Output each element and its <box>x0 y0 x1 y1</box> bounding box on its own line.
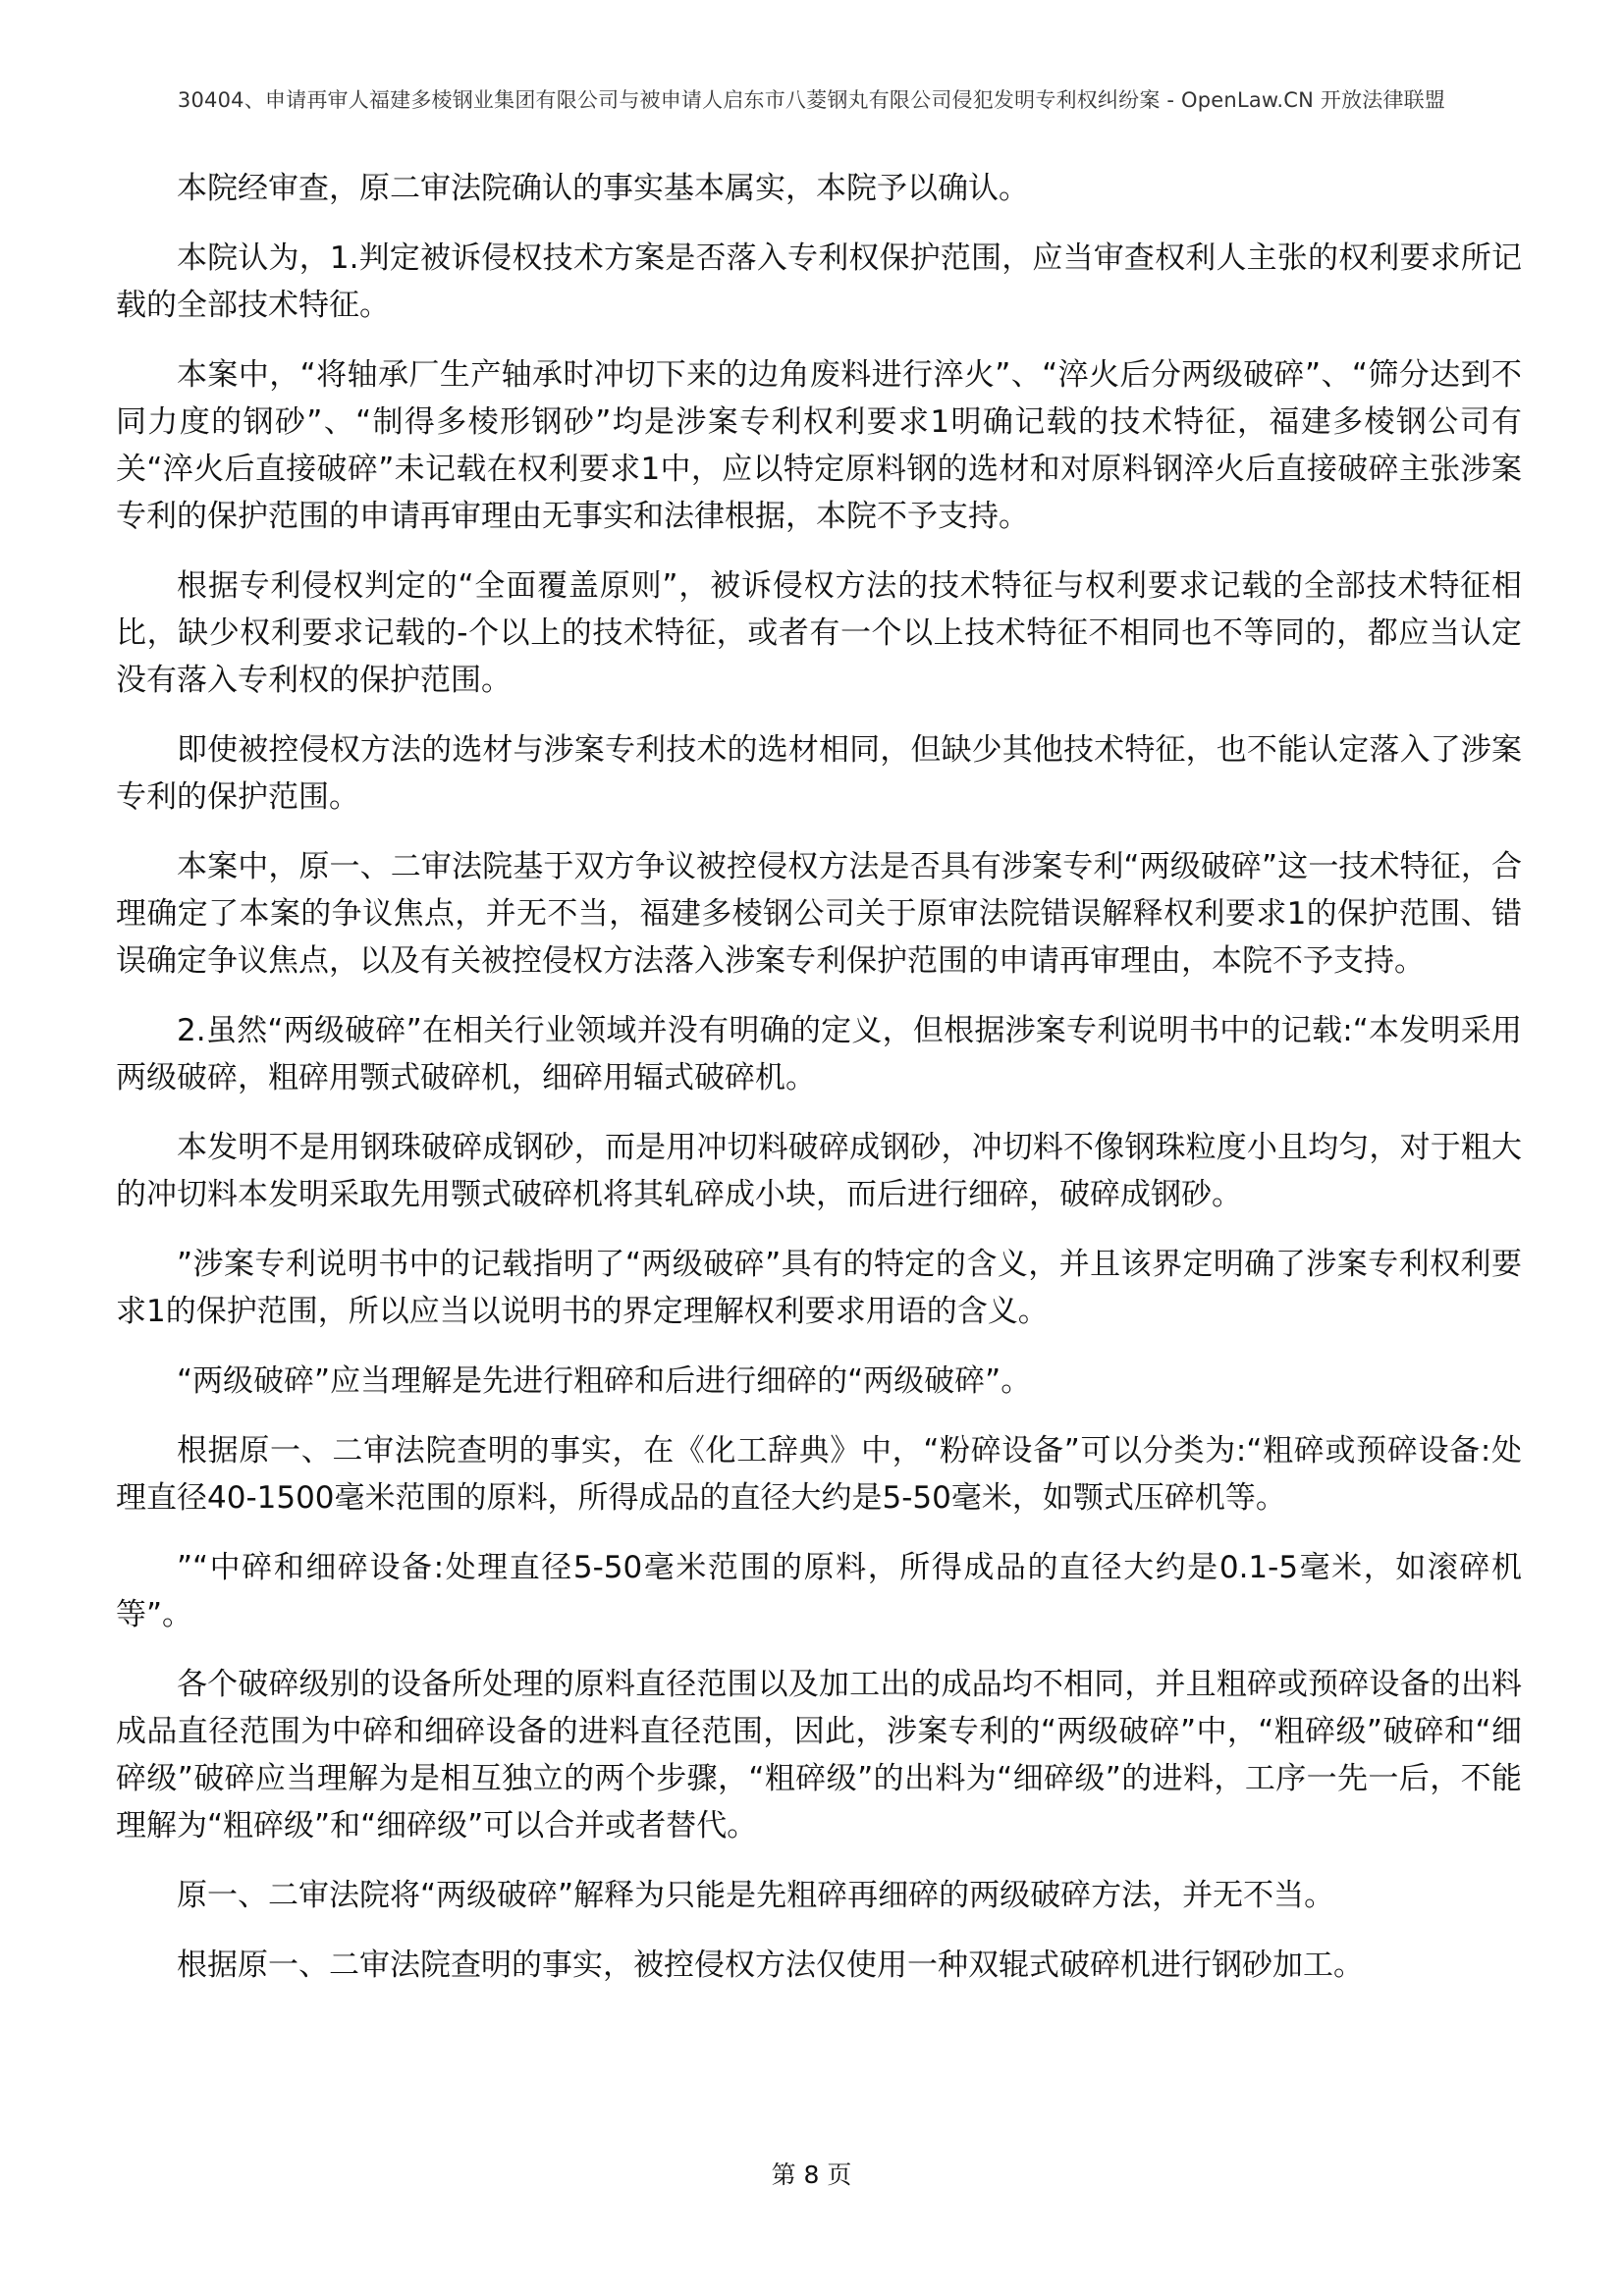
paragraph: “两级破碎”应当理解是先进行粗碎和后进行细碎的“两级破碎”。 <box>177 1363 1032 1399</box>
paragraph: 根据专利侵权判定的“全面覆盖原则”，被诉侵权方法的技术特征与权利要求记载的全部技术特征相比，缺少权利要求记载的-个以上的技术特征，或者有一个以上技术特征不相同也不等同的，都应当认定没有落入专利权的保护范围。 <box>116 568 1522 698</box>
paragraph: 本案中，“将轴承厂生产轴承时冲切下来的边角废料进行淬火”、“淬火后分两级破碎”、“筛分达到不同力度的钢砂”、“制得多棱形钢砂”均是涉案专利权利要求1明确记载的技术特征，福建多棱钢公司有关“淬火后直接破碎”未记载在权利要求1中，应以特定原料钢的选材和对原料钢淬火后直接破碎主张涉案专利的保护范围的申请再审理由无事实和法律根据，本院不予支持。 <box>116 357 1522 534</box>
paragraph: 2.虽然“两级破碎”在相关行业领域并没有明确的定义，但根据涉案专利说明书中的记载:“本发明采用两级破碎，粗碎用颚式破碎机，细碎用辐式破碎机。 <box>116 1013 1522 1095</box>
paragraph: ”“中碎和细碎设备:处理直径5-50毫米范围的原料，所得成品的直径大约是0.1-5毫米，如滚碎机等”。 <box>116 1550 1522 1632</box>
page-number: 第 8 页 <box>771 2161 852 2189</box>
paragraph: ”涉案专利说明书中的记载指明了“两级破碎”具有的特定的含义，并且该界定明确了涉案专利权利要求1的保护范围，所以应当以说明书的界定理解权利要求用语的含义。 <box>116 1247 1522 1329</box>
paragraph: 即使被控侵权方法的选材与涉案专利技术的选材相同，但缺少其他技术特征，也不能认定落入了涉案专利的保护范围。 <box>116 732 1522 815</box>
paragraph: 本院认为，1.判定被诉侵权技术方案是否落入专利权保护范围，应当审查权利人主张的权利要求所记载的全部技术特征。 <box>116 240 1522 323</box>
paragraph: 本院经审查，原二审法院确认的事实基本属实，本院予以确认。 <box>177 171 1029 206</box>
paragraph: 根据原一、二审法院查明的事实，在《化工辞典》中，“粉碎设备”可以分类为:“粗碎或预碎设备:处理直径40-1500毫米范围的原料，所得成品的直径大约是5-50毫米，如颚式压碎机等。 <box>116 1433 1522 1516</box>
page-header: 30404、申请再审人福建多棱钢业集团有限公司与被申请人启东市八菱钢丸有限公司侵犯发明专利权纠纷案 - OpenLaw.CN 开放法律联盟 <box>177 88 1446 112</box>
paragraph: 本案中，原一、二审法院基于双方争议被控侵权方法是否具有涉案专利“两级破碎”这一技术特征，合理确定了本案的争议焦点，并无不当，福建多棱钢公司关于原审法院错误解释权利要求1的保护范围、错误确定争议焦点，以及有关被控侵权方法落入涉案专利保护范围的申请再审理由，本院不予支持。 <box>116 849 1522 979</box>
paragraph: 各个破碎级别的设备所处理的原料直径范围以及加工出的成品均不相同，并且粗碎或预碎设备的出料成品直径范围为中碎和细碎设备的进料直径范围，因此，涉案专利的“两级破碎”中，“粗碎级”破碎和“细碎级”破碎应当理解为是相互独立的两个步骤，“粗碎级”的出料为“细碎级”的进料，工序一先一后，不能理解为“粗碎级”和“细碎级”可以合并或者替代。 <box>116 1667 1522 1843</box>
paragraph: 根据原一、二审法院查明的事实，被控侵权方法仅使用一种双辊式破碎机进行钢砂加工。 <box>177 1948 1364 1983</box>
paragraph: 本发明不是用钢珠破碎成钢砂，而是用冲切料破碎成钢砂，冲切料不像钢珠粒度小且均匀，对于粗大的冲切料本发明采取先用颚式破碎机将其轧碎成小块，而后进行细碎，破碎成钢砂。 <box>116 1130 1522 1212</box>
document-body <box>116 165 1522 2011</box>
paragraph: 原一、二审法院将“两级破碎”解释为只能是先粗碎再细碎的两级破碎方法，并无不当。 <box>177 1878 1335 1913</box>
